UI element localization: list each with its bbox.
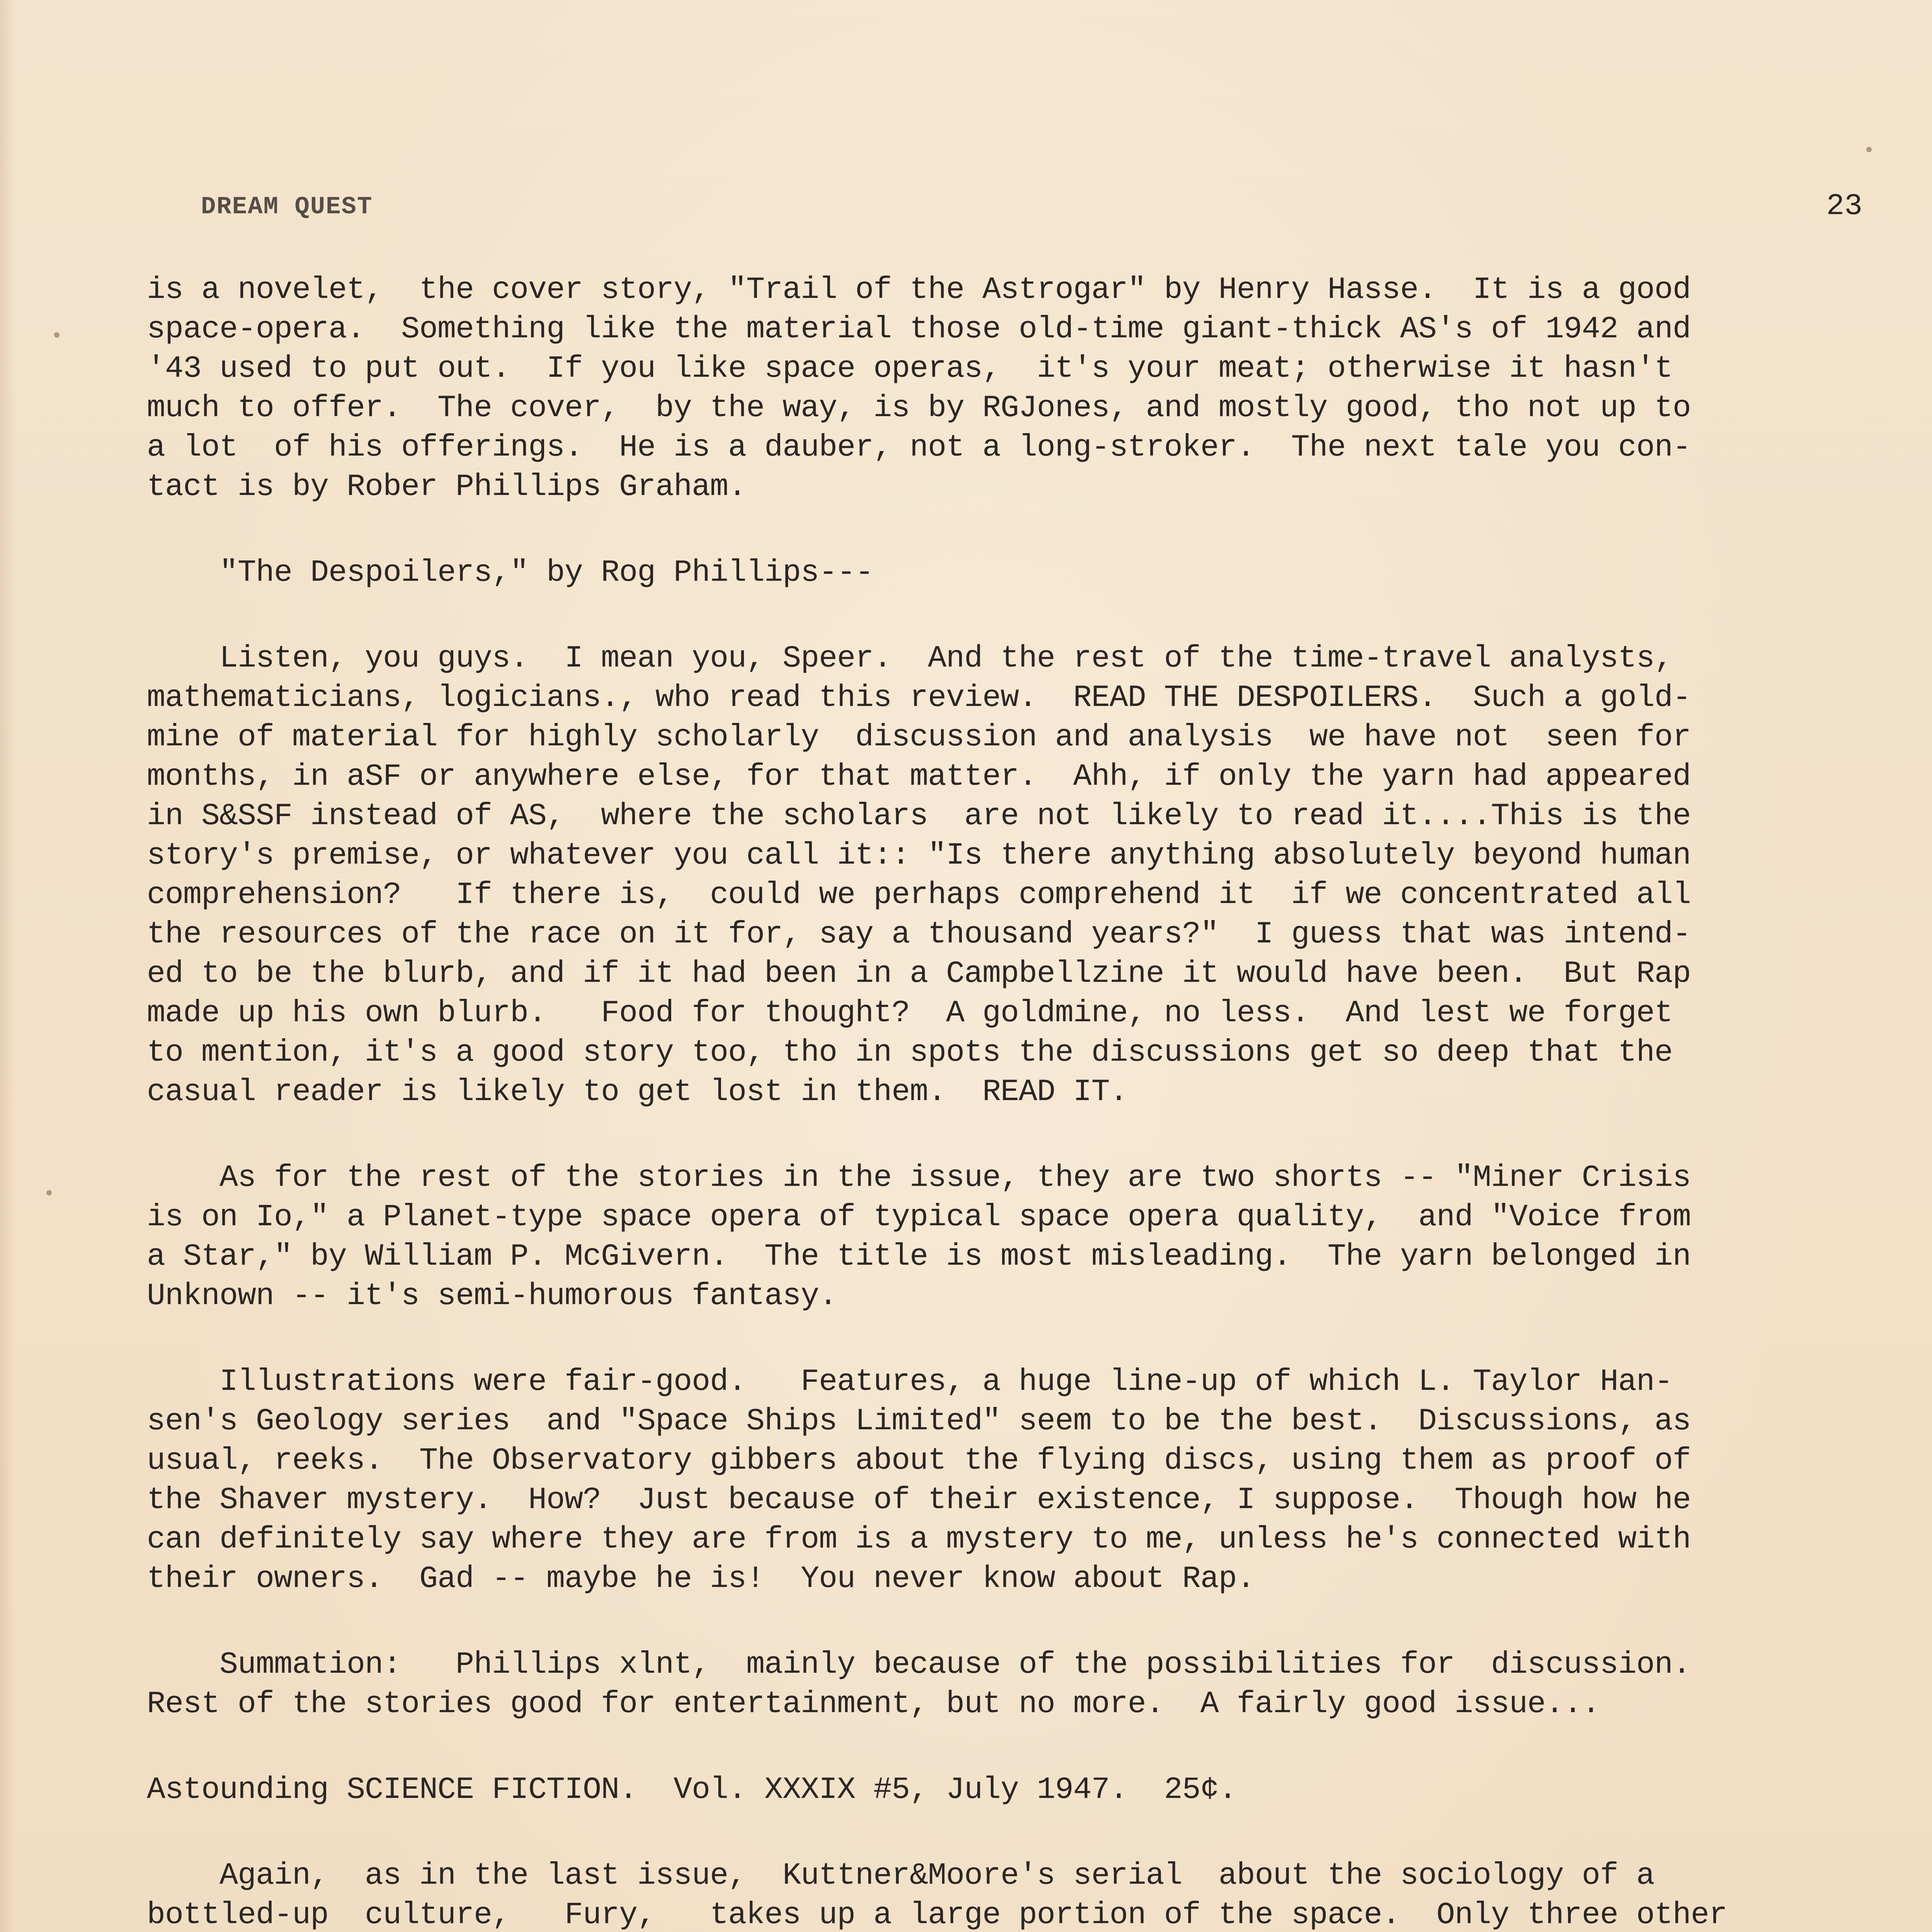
paragraph bbox=[147, 1645, 1855, 1724]
text-line: Unknown -- it's semi-humorous fantasy. bbox=[147, 1279, 837, 1314]
paragraph bbox=[147, 553, 1855, 593]
paper-speck bbox=[1866, 147, 1872, 152]
text-line: in S&SSF instead of AS, where the scholars are not likely to read it....This is the bbox=[147, 799, 1691, 834]
paragraph-gap bbox=[147, 1316, 1855, 1362]
text-line: mathematicians, logicians., who read this review. READ THE DESPOILERS. Such a gold- bbox=[147, 680, 1691, 716]
text-line: can definitely say where they are from is a mystery to me, unless he's connected with bbox=[147, 1522, 1691, 1557]
text-line: Rest of the stories good for entertainment, but no more. A fairly good issue... bbox=[147, 1687, 1600, 1722]
text-line: ed to be the blurb, and if it had been in a Campbellzine it would have been. But Rap bbox=[147, 956, 1691, 992]
text-line: much to offer. The cover, by the way, is by RGJones, and mostly good, tho not up to bbox=[147, 391, 1691, 426]
text-line: tact is by Rober Phillips Graham. bbox=[147, 469, 747, 505]
paragraph bbox=[147, 639, 1855, 1112]
text-line: Listen, you guys. I mean you, Speer. And the rest of the time-travel analysts, bbox=[147, 641, 1673, 676]
text-line: As for the rest of the stories in the issue, they are two shorts -- "Miner Crisis bbox=[147, 1160, 1691, 1196]
text-line: casual reader is likely to get lost in them. READ IT. bbox=[147, 1075, 1128, 1110]
paragraph bbox=[147, 1158, 1855, 1316]
paragraph-gap bbox=[147, 1810, 1855, 1856]
text-line: is on Io," a Planet-type space opera of typical space opera quality, and "Voice from bbox=[147, 1200, 1691, 1235]
paragraph-gap bbox=[147, 1724, 1855, 1770]
text-line: months, in aSF or anywhere else, for that matter. Ahh, if only the yarn had appeared bbox=[147, 759, 1691, 794]
paper-speck bbox=[46, 1190, 52, 1196]
text-line: a Star," by William P. McGivern. The title is most misleading. The yarn belonged in bbox=[147, 1239, 1691, 1274]
text-line: "The Despoilers," by Rog Phillips--- bbox=[147, 555, 874, 590]
typewritten-body bbox=[147, 270, 1855, 1932]
paragraph bbox=[147, 1770, 1855, 1810]
text-line: story's premise, or whatever you call it:: "Is there anything absolutely beyond human bbox=[147, 838, 1691, 873]
text-line: comprehension? If there is, could we perhaps comprehend it if we concentrated all bbox=[147, 878, 1691, 913]
paragraph bbox=[147, 270, 1855, 507]
text-line: made up his own blurb. Food for thought? A goldmine, no less. And lest we forget bbox=[147, 996, 1673, 1031]
text-line: a lot of his offerings. He is a dauber, not a long-stroker. The next tale you con- bbox=[147, 430, 1691, 465]
text-line: Astounding SCIENCE FICTION. Vol. XXXIX #5, July 1947. 25¢. bbox=[147, 1772, 1237, 1808]
paragraph-gap bbox=[147, 1112, 1855, 1158]
text-line: the resources of the race on it for, say a thousand years?" I guess that was intend- bbox=[147, 917, 1691, 952]
text-line: Illustrations were fair-good. Features, a huge line-up of which L. Taylor Han- bbox=[147, 1364, 1673, 1400]
text-line: their owners. Gad -- maybe he is! You never know about Rap. bbox=[147, 1561, 1255, 1597]
header-title: DREAM QUEST bbox=[201, 193, 373, 221]
page-header bbox=[201, 185, 1862, 232]
paragraph-gap bbox=[147, 593, 1855, 639]
text-line: usual, reeks. The Observatory gibbers about the flying discs, using them as proof of bbox=[147, 1443, 1691, 1478]
paper-speck bbox=[54, 332, 60, 338]
text-line: is a novelet, the cover story, "Trail of the Astrogar" by Henry Hasse. It is a good bbox=[147, 272, 1691, 308]
page-number: 23 bbox=[1826, 189, 1862, 223]
page-edge-shadow bbox=[0, 0, 15, 1932]
text-line: bottled-up culture, Fury, takes up a large portion of the space. Only three other bbox=[147, 1898, 1727, 1932]
text-line: Again, as in the last issue, Kuttner&Moore's serial about the sociology of a bbox=[147, 1858, 1655, 1893]
text-line: Summation: Phillips xlnt, mainly because of the possibilities for discussion. bbox=[147, 1647, 1691, 1682]
text-line: mine of material for highly scholarly discussion and analysis we have not seen for bbox=[147, 720, 1691, 755]
paragraph-gap bbox=[147, 507, 1855, 553]
paragraph bbox=[147, 1856, 1855, 1932]
text-line: '43 used to put out. If you like space operas, it's your meat; otherwise it hasn't bbox=[147, 351, 1673, 386]
paragraph-gap bbox=[147, 1599, 1855, 1645]
text-line: the Shaver mystery. How? Just because of their existence, I suppose. Though how he bbox=[147, 1483, 1691, 1518]
paragraph bbox=[147, 1362, 1855, 1599]
text-line: to mention, it's a good story too, tho in spots the discussions get so deep that the bbox=[147, 1035, 1673, 1070]
text-line: space-opera. Something like the material those old-time giant-thick AS's of 1942 and bbox=[147, 312, 1691, 347]
text-line: sen's Geology series and "Space Ships Limited" seem to be the best. Discussions, as bbox=[147, 1404, 1691, 1439]
